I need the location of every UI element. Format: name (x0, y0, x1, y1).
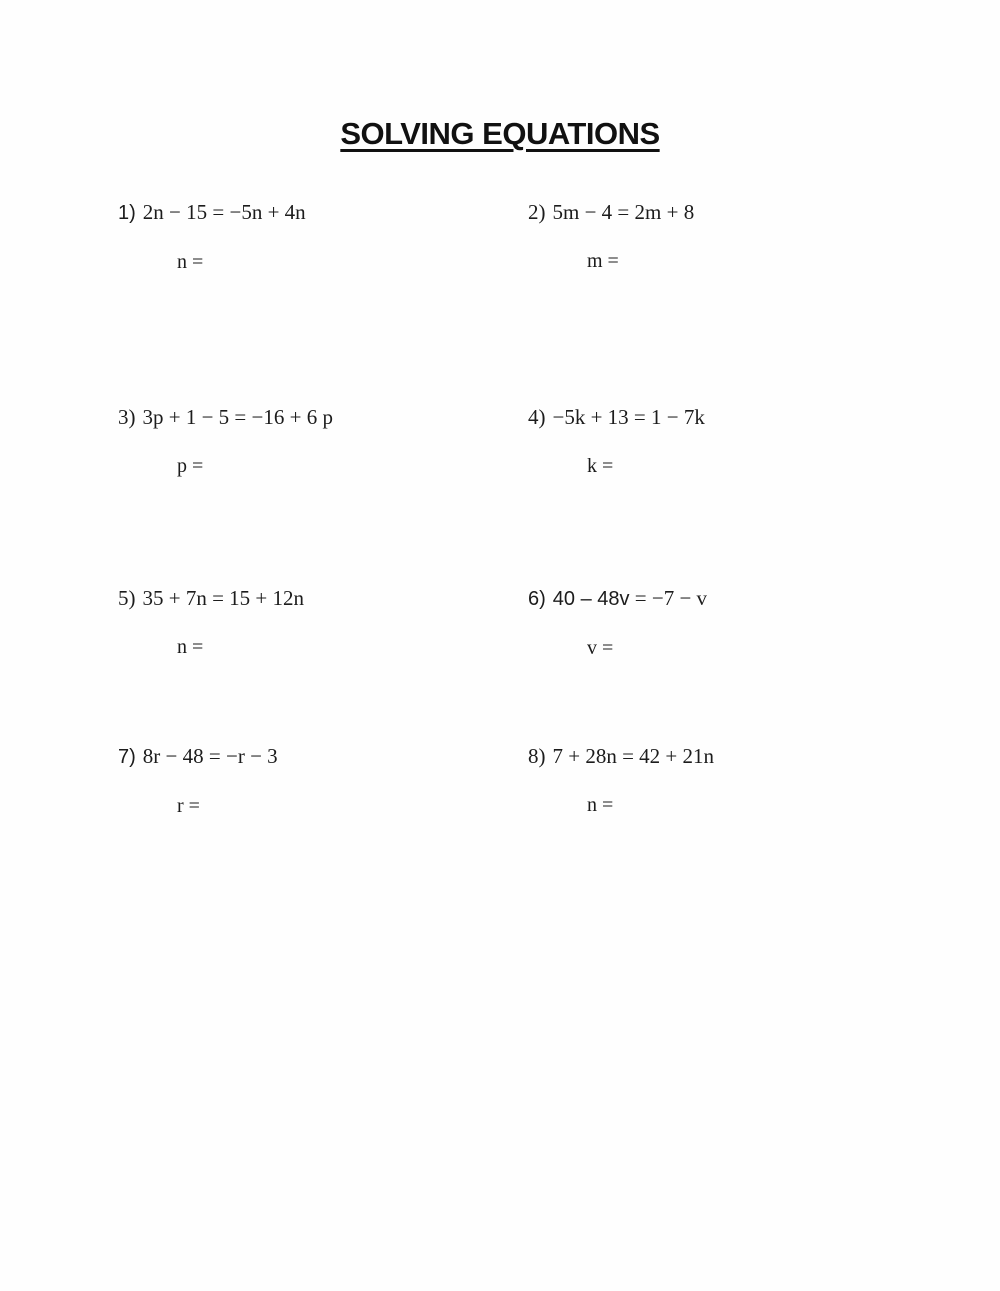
answer-blank: m = (587, 250, 619, 272)
problem-number: 8) (528, 744, 546, 768)
answer-blank: n = (177, 251, 204, 273)
page-title-text: SOLVING EQUATIONS (340, 116, 660, 151)
answer-blank: n = (177, 636, 204, 658)
equation-text: 40 – 48v (552, 588, 630, 610)
equation-line (528, 405, 705, 430)
answer-blank: r = (177, 795, 200, 817)
problem-number: 7) (118, 746, 136, 768)
problem-number: 6) (528, 588, 546, 610)
problem-8 (528, 744, 714, 817)
problem-number: 3) (118, 405, 136, 429)
problem-5 (118, 586, 304, 659)
equation-line (528, 744, 714, 769)
problem-4 (528, 405, 705, 478)
problem-number: 4) (528, 405, 546, 429)
equation-line (118, 586, 304, 611)
equation-text: 2n − 15 = −5n + 4n (142, 200, 306, 224)
equation-text: 35 + 7n = 15 + 12n (142, 586, 305, 610)
answer-blank: k = (587, 455, 614, 477)
problem-7 (118, 744, 278, 818)
equation-line (118, 744, 278, 770)
equation-text: 7 + 28n = 42 + 21n (552, 744, 715, 768)
problem-number: 1) (118, 202, 136, 224)
equation-text: 5m − 4 = 2m + 8 (552, 200, 695, 224)
problem-1 (118, 200, 306, 274)
problem-2 (528, 200, 694, 273)
answer-blank: p = (177, 455, 204, 477)
problem-number: 2) (528, 200, 546, 224)
answer-blank: n = (587, 794, 614, 816)
problem-3 (118, 405, 333, 478)
equation-text: 3p + 1 − 5 = −16 + 6 p (142, 405, 333, 429)
equation-line (118, 405, 333, 430)
equation-text: −5k + 13 = 1 − 7k (552, 405, 705, 429)
equation-line (528, 586, 707, 612)
equation-line (528, 200, 694, 225)
answer-blank: v = (587, 637, 614, 659)
equation-text: 8r − 48 = −r − 3 (142, 744, 278, 768)
equation-text: = −7 − v (629, 586, 708, 610)
page-title (0, 116, 1000, 152)
equation-line (118, 200, 306, 226)
problem-number: 5) (118, 586, 136, 610)
problem-6 (528, 586, 707, 660)
